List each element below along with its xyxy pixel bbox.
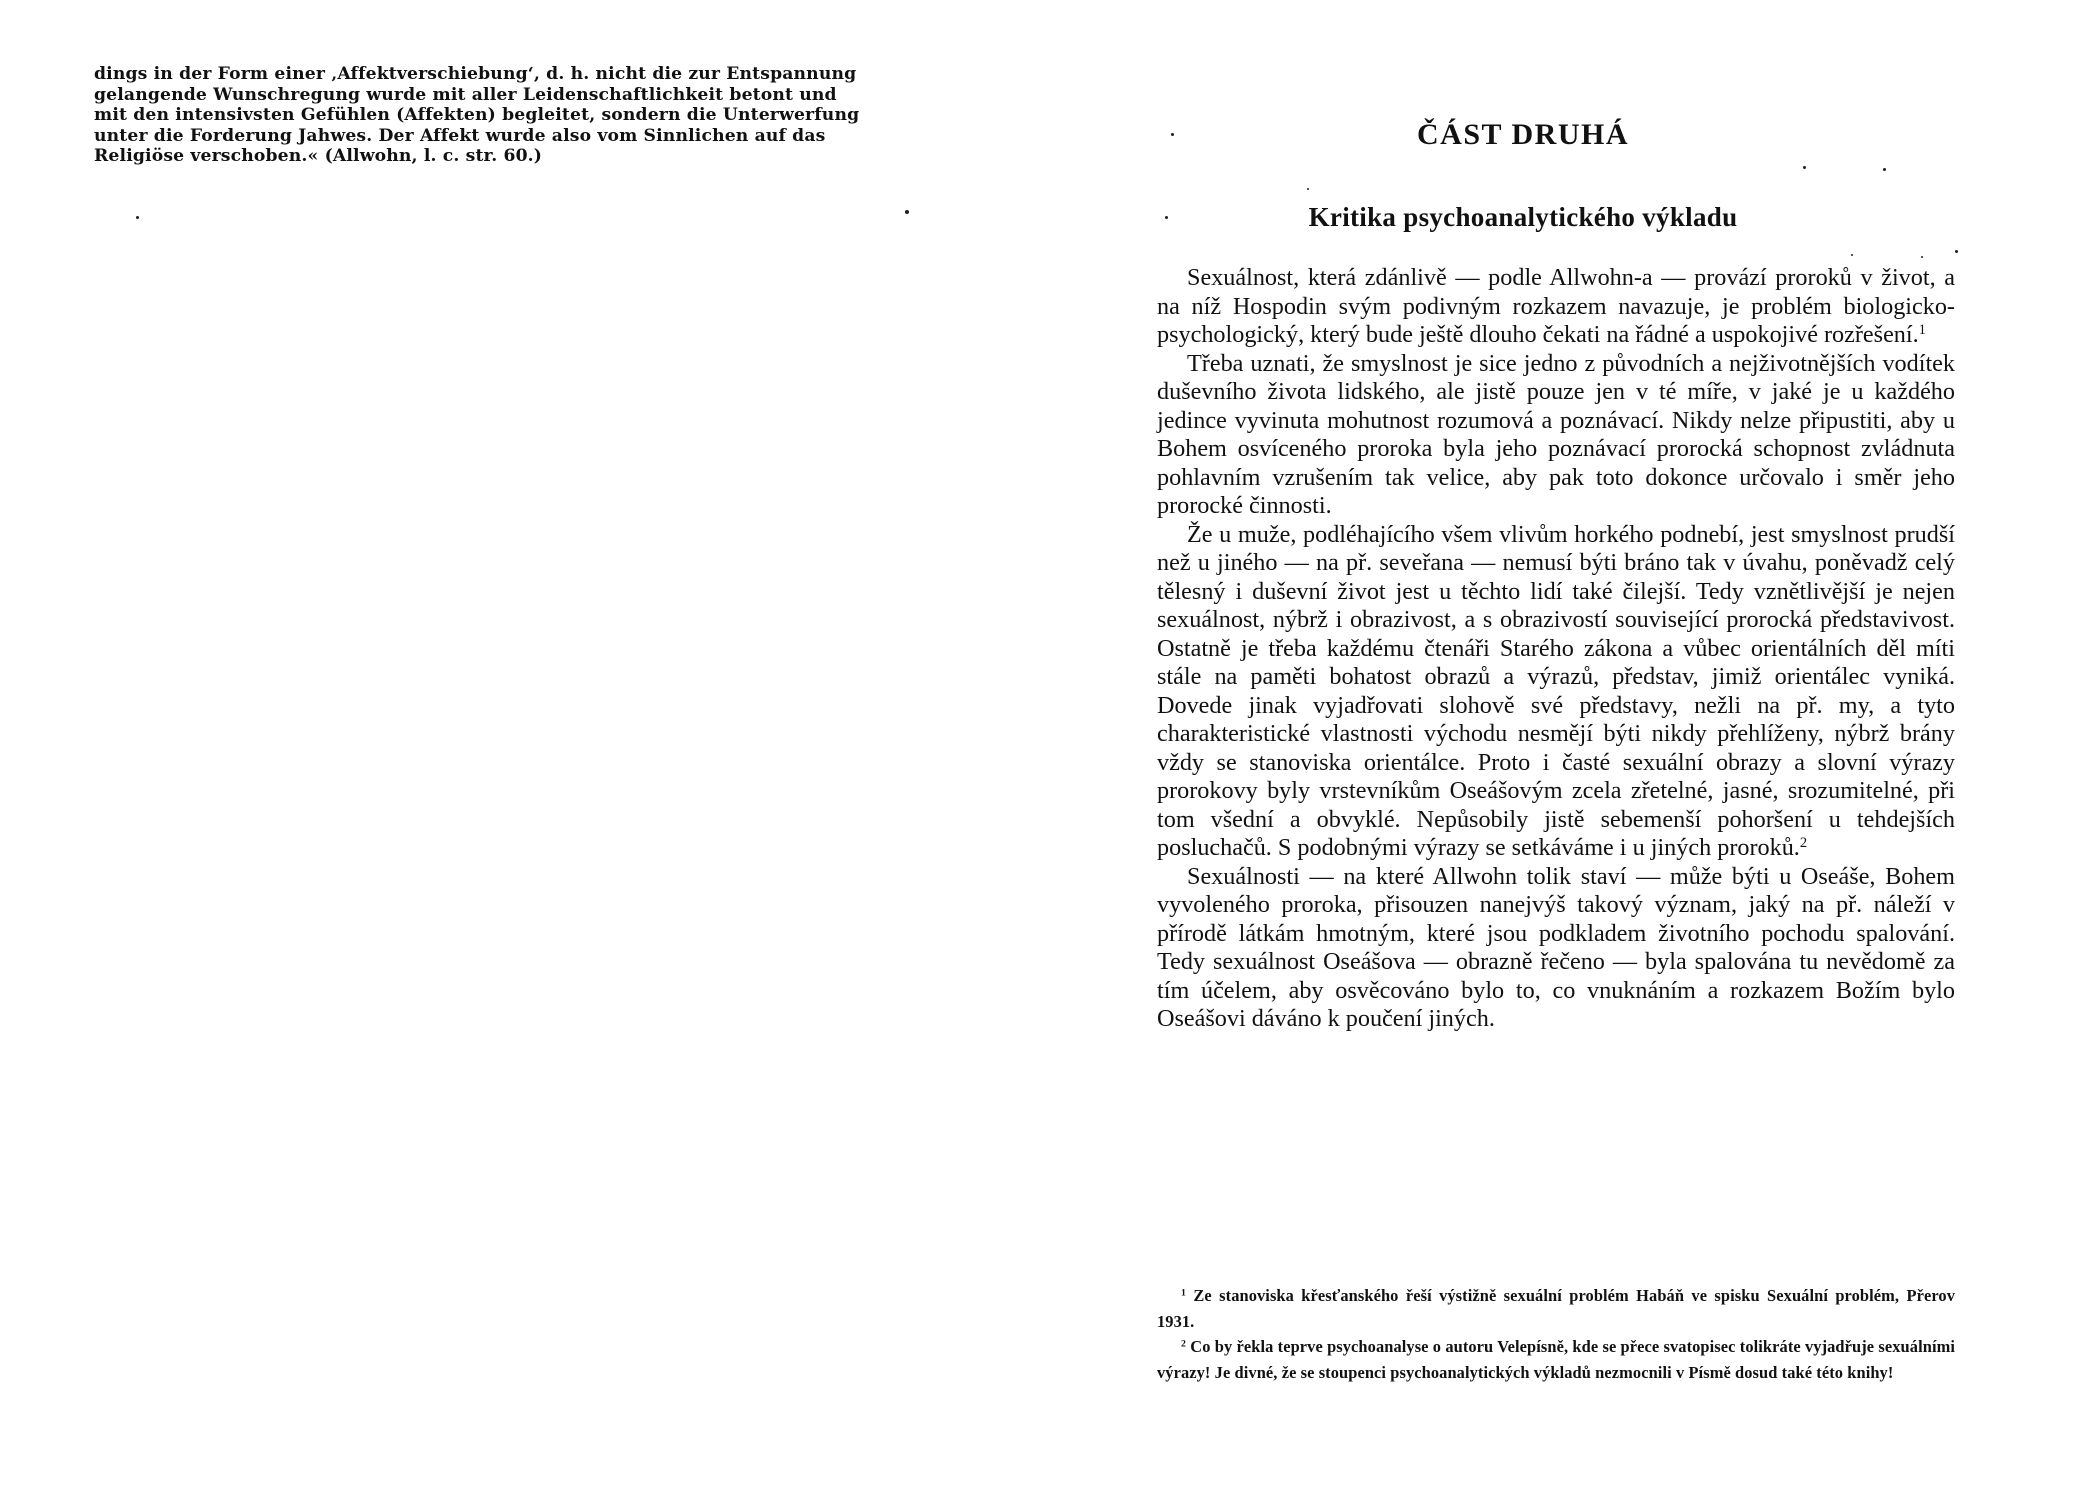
scan-speck [905, 210, 909, 214]
scan-speck [1921, 256, 1923, 258]
paragraph [1157, 264, 1955, 350]
left-page-line: mit den intensivsten Gefühlen (Affekten) begleitet, sondern die Unterwerfung [94, 105, 860, 125]
body-text [1157, 264, 1955, 1034]
paragraph-text: Třeba uznati, že smyslnost je sice jedno z původních a nejživotnějších vodítek duševního života lidského, ale jistě pouze jen v té míře, v jaké je u každého jedince vyvinuta mohutnost rozumová a poznávací. Nikdy nelze připustiti, aby u Bohem osvíceného proroka byla jeho poznávací prorocká schopnost zvládnuta pohlavním vzrušením tak velice, aby pak toto dokonce určovalo i směr jeho prorocké činnosti. [1157, 349, 1955, 519]
scan-speck [1171, 133, 1174, 136]
left-page-line: unter die Forderung Jahwes. Der Affekt wurde also vom Sinnlichen auf das [94, 125, 826, 146]
footnote-mark: 1 [1181, 1287, 1187, 1299]
left-page-quote-continuation [94, 64, 951, 167]
footnote-text: Ze stanoviska křesťanského řeší výstižně sexuální problém Habáň ve spisku Sexuální problém, Přerov 1931. [1157, 1286, 1956, 1331]
scan-speck [1803, 166, 1806, 169]
paragraph-text: Sexuálnosti — na které Allwohn tolik staví — může býti u Oseáše, Bohem vyvoleného proroka, přisouzen nanejvýš takový význam, jaký na př. náleží v přírodě látkám hmotným, které jsou podkladem životního pochodu spalování. Tedy sexuálnost Oseášova — obrazně řečeno — byla spalována tu nevědomě za tím účelem, aby osvěcováno bylo to, co vnuknáním a rozkazem Božím bylo Oseášovi dáváno k poučení jiných. [1157, 862, 1955, 1032]
footnote-mark: 2 [1181, 1338, 1187, 1350]
paragraph-text: Že u muže, podléhajícího všem vlivům horkého podnebí, jest smyslnost prudší než u jiného — na př. seveřana — nemusí býti bráno tak v úvahu, poněvadž celý tělesný i duševní život jest u těchto lidí také čilejší. Tedy vznětlivější je nejen sexuálnost, nýbrž i obrazivost, a s obrazivostí související prorocká představivost. Ostatně je třeba každému čtenáři Starého zákona a vůbec orientálních děl míti stále na paměti bohatost obrazů a výrazů, představ, jimiž orientálec vyniká. Dovede jinak vyjadřovati slohově své představy, nežli na př. my, a tyto charakteristické vlastnosti východu nesmějí býti nikdy přehlíženy, nýbrž brány vždy se stanoviska orientálce. Proto i časté sexuální obrazy a slovní výrazy prorokovy byly vrstevníkům Oseášovým zcela zřetelné, jasné, srozumitelné, při tom všední a obvyklé. Nepůsobily jistě sebemenší pohoršení u tehdejších posluchačů. S podobnými výrazy se setkáváme i u jiných proroků. [1157, 520, 1955, 861]
left-page-line: dings in der Form einer ‚Affektverschiebung‘, d. h. nicht die zur Entspannung [94, 64, 857, 84]
scan-speck [1851, 254, 1853, 256]
part-heading: ČÁST DRUHÁ [1417, 118, 1629, 151]
footnote-text: Co by řekla teprve psychoanalyse o autoru Velepísně, kde se přece svatopisec tolikráte vyjadřuje sexuálními výrazy! Je divné, že se stoupenci psychoanalytických výkladů nezmocnili v Písmě dosud také této knihy! [1157, 1337, 1955, 1382]
scan-speck [1307, 188, 1309, 190]
paragraph [1157, 521, 1955, 863]
paragraph [1157, 863, 1955, 1034]
footnote-ref[interactable]: 1 [1918, 322, 1926, 339]
scan-speck [1955, 250, 1958, 253]
footnote [1157, 1334, 1955, 1385]
scan-speck [1165, 216, 1168, 219]
scan-speck [136, 216, 139, 219]
left-page-line: gelangende Wunschregung wurde mit aller Leidenschaftlichkeit betont und [94, 84, 837, 105]
right-page [1041, 0, 2082, 1500]
chapter-heading: Kritika psychoanalytického výkladu [1308, 202, 1738, 232]
paragraph-text: Sexuálnost, která zdánlivě — podle Allwohn-a — provází proroků v život, a na níž Hospodin svým podivným rozkazem navazuje, je problém biologicko-psychologický, který bude ještě dlouho čekati na řádné a uspokojivé rozřešení. [1157, 264, 1955, 348]
left-page-line: Religiöse verschoben.« (Allwohn, l. c. str. 60.) [94, 146, 543, 166]
paragraph [1157, 350, 1955, 521]
footnote [1157, 1283, 1955, 1334]
footnote-ref[interactable]: 2 [1799, 835, 1808, 852]
footnotes [1157, 1283, 1955, 1385]
scan-speck [1883, 168, 1886, 171]
left-page [0, 0, 1040, 1500]
